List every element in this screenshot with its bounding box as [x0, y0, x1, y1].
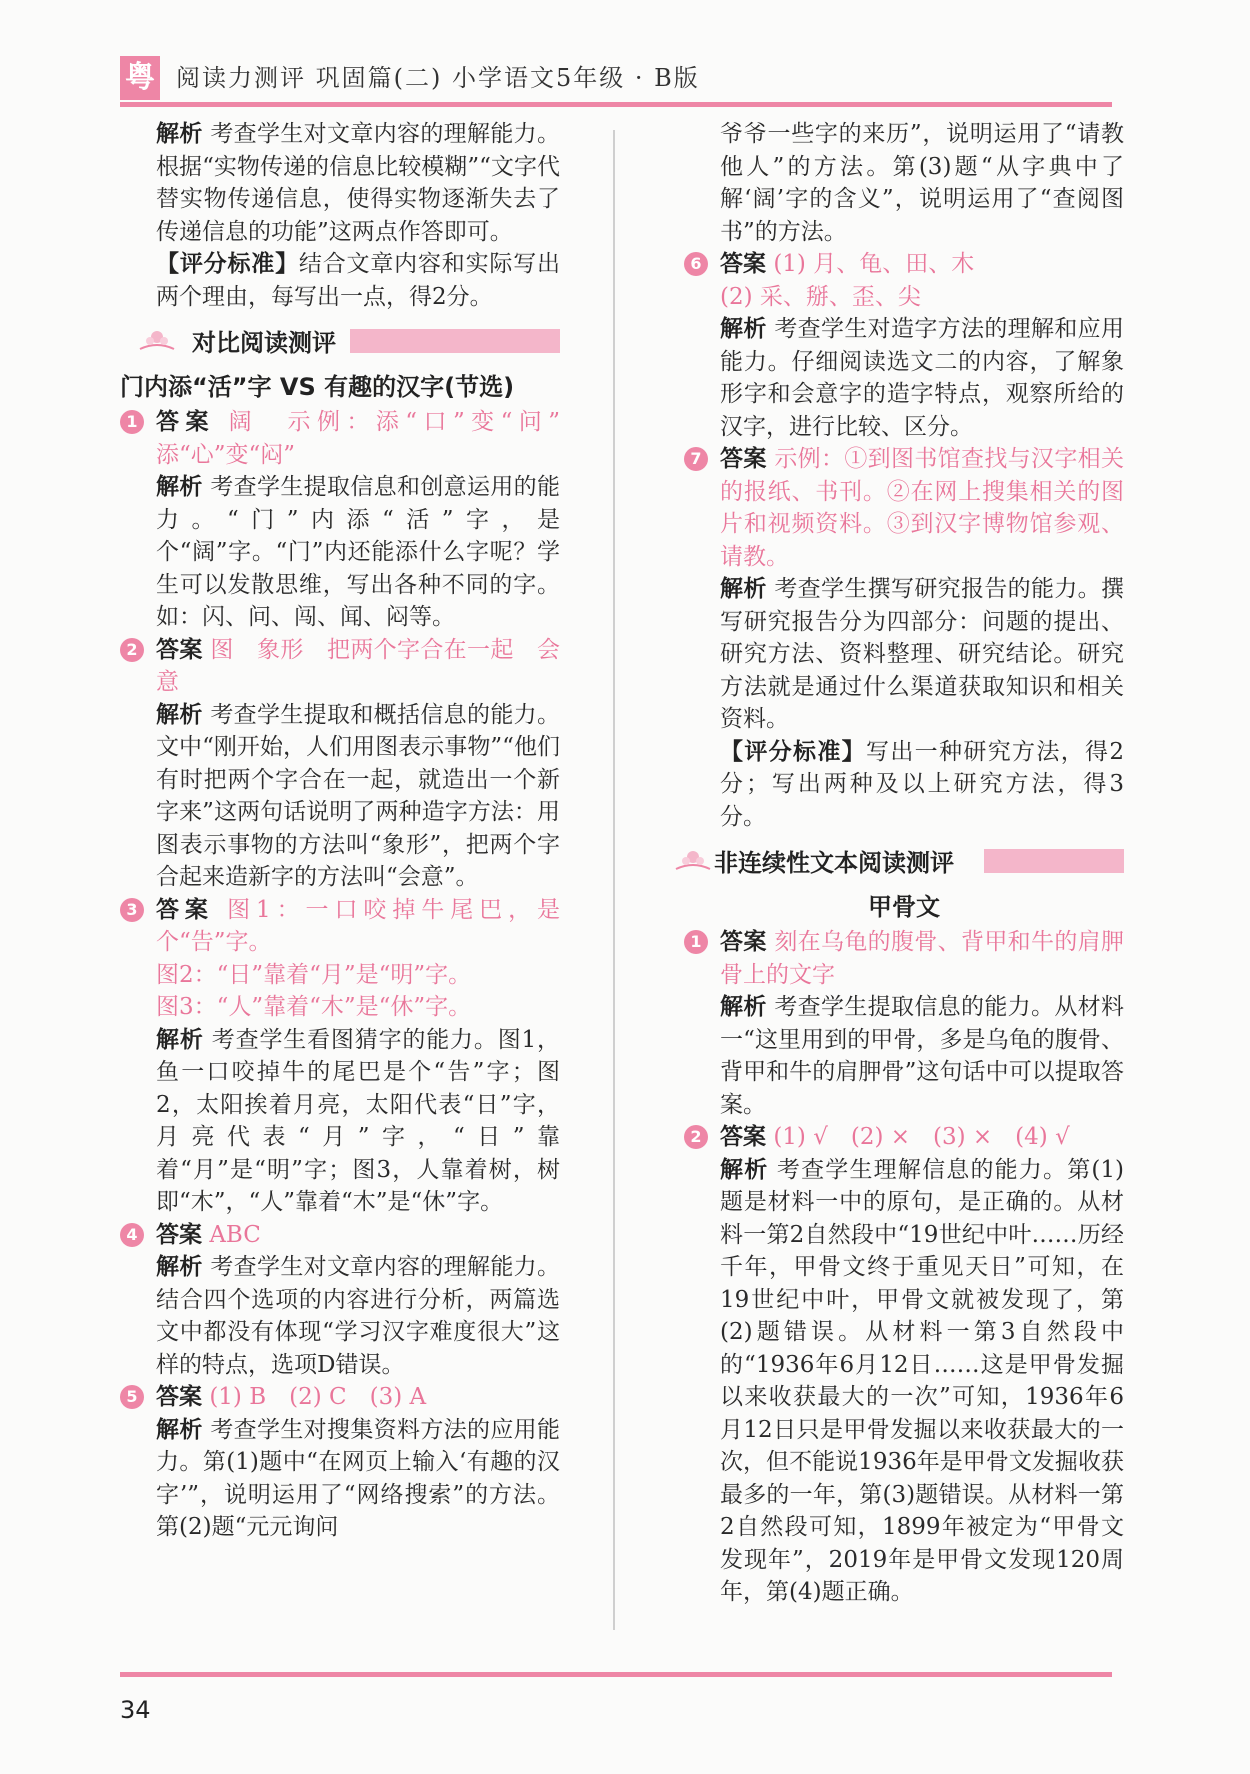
question-3	[120, 894, 560, 1219]
answer-label: 答案	[156, 1221, 202, 1248]
answer-text: (1) √ (2) × (3) × (4) √	[773, 1124, 1070, 1150]
analysis-text: 考查学生提取信息和创意运用的能力。“门”内添“活”字，是个“阔”字。“门”内还能添什么字呢？学生可以发散思维，写出各种不同的字。如：闪、问、闯、闻、闷等。	[156, 474, 561, 630]
question-5	[120, 1381, 560, 1544]
answer-label: 答案	[720, 929, 767, 955]
question-number-badge: 6	[684, 252, 708, 276]
left-column	[120, 118, 584, 1544]
question-number-badge: 1	[120, 410, 144, 434]
analysis-text: 考查学生对搜集资料方法的应用能力。第(1)题中“在网页上输入‘有趣的汉字’”，说明运用了“网络搜索”的方法。第(2)题“元元询问	[156, 1416, 561, 1540]
column-divider	[613, 130, 615, 1630]
analysis-label: 解析	[156, 1254, 203, 1280]
answer-text: 图3：“人”靠着“木”是“休”字。	[156, 994, 472, 1020]
section-title: 对比阅读测评	[192, 323, 344, 358]
analysis-label: 解析	[720, 316, 767, 342]
analysis-text: 考查学生提取和概括信息的能力。文中“刚开始，人们用图表示事物”“他们有时把两个字合在一起，就造出一个新字来”这两句话说明了两种造字方法：用图表示事物的方法叫“象形”，把两个字合起来造新字的方法叫“会意”。	[156, 701, 561, 890]
question-6	[684, 248, 1124, 443]
section-bar	[984, 849, 1124, 873]
section-bar	[350, 329, 560, 353]
question-2	[120, 634, 560, 894]
answer-label: 答案	[156, 409, 215, 435]
page-number: 34	[120, 1696, 151, 1724]
analysis-label: 解析	[156, 474, 203, 500]
question-number-badge: 7	[684, 447, 708, 471]
scoring-label: 【评分标准】	[720, 738, 867, 765]
right-column	[684, 118, 1124, 1609]
section-header-noncontinuous	[684, 841, 1124, 881]
analysis-label: 解析	[156, 701, 203, 728]
section-header-comparison	[120, 321, 560, 361]
analysis-text: 考查学生理解信息的能力。第(1)题是材料一中的原句，是正确的。从材料一第2自然段中“19世纪中叶……历经千年，甲骨文终于重见天日”可知，在19世纪中叶，甲骨文就被发现了，第(2)题错误。从材料一第3自然段中的“1936年6月12日……这是甲骨发掘以来收获最大的一次”可知，1936年6月12日只是甲骨发掘以来收获最大的一次，但不能说1936年是甲骨文发掘收获最多的一年，第(3)题错误。从材料一第2自然段可知，1899年被定为“甲骨文发现年”，2019年是甲骨文发现120周年，第(4)题正确。	[720, 1156, 1124, 1605]
analysis-text: 考查学生对造字方法的理解和应用能力。仔细阅读选文二的内容，了解象形字和会意字的造字特点，观察所给的汉字，进行比较、区分。	[720, 316, 1125, 440]
flower-icon	[138, 327, 176, 353]
section-title: 非连续性文本阅读测评	[714, 843, 962, 878]
answer-text: (2) 采、掰、歪、尖	[720, 283, 921, 310]
question-number-badge: 3	[120, 898, 144, 922]
intro-scoring	[120, 248, 560, 313]
answer-label: 答案	[156, 1384, 202, 1410]
passage-title: 门内添“活”字 VS 有趣的汉字(节选)	[120, 373, 515, 401]
analysis-label: 解析	[156, 1416, 203, 1443]
question-number-badge: 2	[120, 638, 144, 662]
answer-label: 答案	[156, 896, 214, 923]
answer-label: 答案	[720, 251, 766, 277]
answer-text: 阔 示例：添“口”变“问” 添“心”变“闷”	[156, 409, 584, 468]
intro-scoring-text: 结合文章内容和实际写出两个理由，每写出一点，得2分。	[156, 251, 560, 310]
region-logo: 粤	[120, 56, 160, 100]
question-4	[120, 1219, 560, 1382]
answer-label: 答案	[720, 1124, 766, 1150]
question-number-badge: 4	[120, 1223, 144, 1247]
continued-analysis: 爷爷一些字的来历”，说明运用了“请教他人”的方法。第(3)题“从字典中了解‘阔’字的含义”，说明运用了“查阅图书”的方法。	[720, 121, 1124, 245]
answer-text: 刻在乌龟的腹骨、背甲和牛的肩胛骨上的文字	[720, 929, 1125, 988]
answer-text: ABC	[209, 1221, 261, 1248]
page-header	[120, 48, 1112, 104]
answer-text: (1) 月、龟、田、木	[773, 251, 975, 277]
answer-label: 答案	[720, 446, 767, 472]
analysis-text: 考查学生撰写研究报告的能力。撰写研究报告分为四部分：问题的提出、研究方法、资料整理、研究结论。研究方法就是通过什么渠道获取知识和相关资料。	[720, 576, 1125, 732]
intro-analysis-text: 考查学生对文章内容的理解能力。根据“实物传递的信息比较模糊”“文字代替实物传递信息，使得实物逐渐失去了传递信息的功能”这两点作答即可。	[156, 121, 561, 245]
analysis-label: 解析	[720, 1156, 769, 1183]
answer-text: 图 象形 把两个字合在一起 会意	[156, 636, 561, 695]
analysis-text: 考查学生提取信息的能力。从材料一“这里用到的甲骨，多是乌龟的腹骨、背甲和牛的肩胛骨”这句话中可以提取答案。	[720, 994, 1125, 1118]
answer-text: 图2：“日”靠着“月”是“明”字。	[156, 961, 472, 988]
header-rule	[120, 102, 1112, 107]
answer-text: 图1：一口咬掉牛尾巴，是个“告”字。	[156, 896, 561, 955]
passage-title: 甲骨文	[868, 893, 940, 921]
scoring-text: 写出一种研究方法，得2分；写出两种及以上研究方法，得3分。	[720, 738, 1124, 830]
scoring-label: 【评分标准】	[156, 251, 299, 277]
answer-label: 答案	[156, 636, 203, 663]
question-number-badge: 2	[684, 1125, 708, 1149]
analysis-label: 解析	[720, 576, 767, 602]
answer-text: 示例：①到图书馆查找与汉字相关的报纸、书刊。②在网上搜集相关的图片和视频资料。③到汉字博物馆参观、请教。	[720, 446, 1125, 570]
question-number-badge: 5	[120, 1385, 144, 1409]
question-number-badge: 1	[684, 930, 708, 954]
analysis-label: 解析	[156, 121, 203, 147]
question-1	[684, 926, 1124, 1121]
question-1	[120, 406, 584, 634]
question-2	[684, 1121, 1124, 1609]
analysis-text: 考查学生对文章内容的理解能力。结合四个选项的内容进行分析，两篇选文中都没有体现“学习汉字难度很大”这样的特点，选项D错误。	[156, 1254, 561, 1378]
analysis-text: 考查学生看图猜字的能力。图1，鱼一口咬掉牛的尾巴是个“告”字；图2，太阳挨着月亮，太阳代表“日”字，月亮代表“月”字，“日”靠着“月”是“明”字；图3，人靠着树，树即“木”，“人”靠着“木”是“休”字。	[156, 1026, 560, 1215]
header-title: 阅读力测评 巩固篇(二) 小学语文5年级 · B版	[176, 64, 700, 92]
analysis-label: 解析	[720, 994, 767, 1020]
analysis-label: 解析	[156, 1026, 204, 1053]
answer-text: (1) B (2) C (3) A	[209, 1384, 427, 1410]
footer-rule	[120, 1672, 1112, 1677]
intro-analysis	[120, 118, 560, 248]
question-7	[684, 443, 1124, 833]
flower-icon	[674, 847, 712, 873]
